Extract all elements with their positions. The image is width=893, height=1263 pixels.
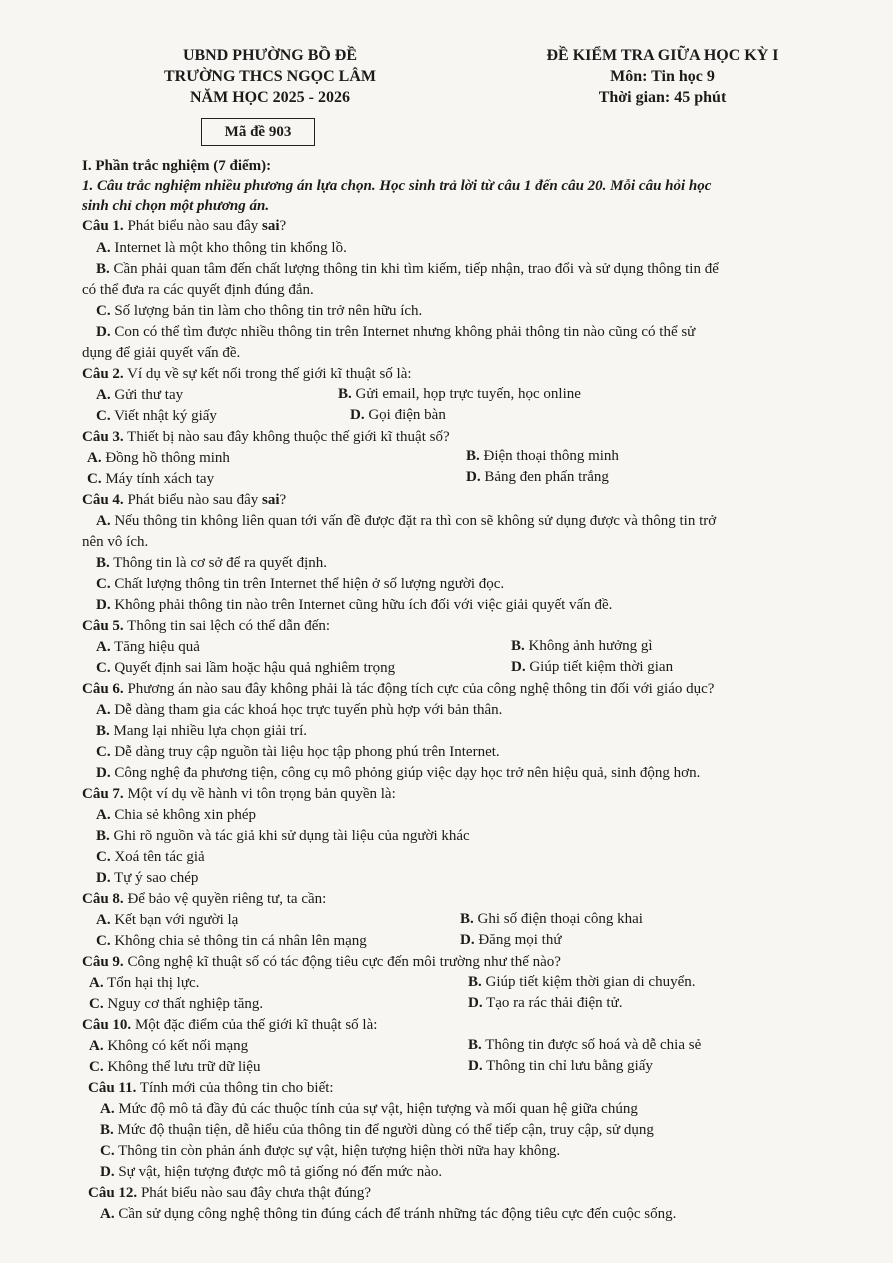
option-label: Câu 6. (82, 681, 124, 697)
section-title: I. Phần trắc nghiệm (7 điểm): (82, 158, 272, 174)
authority-name: UBND PHƯỜNG BỒ ĐỀ (182, 47, 358, 64)
text-fragment: Để bảo vệ quyền riêng tư, ta cần: (123, 891, 327, 907)
text-fragment: Thông tin còn phản ánh được sự vật, hiện tượng hiện thời nữa hay không. (114, 1143, 561, 1159)
text-fragment: ? (279, 492, 287, 508)
option-label: sai (262, 492, 280, 508)
option-label: Câu 2. (82, 366, 124, 382)
option (87, 469, 214, 489)
option-label: Câu 11. (88, 1080, 137, 1096)
text-fragment: Tổn hại thị lực. (103, 975, 200, 991)
option (100, 1099, 638, 1119)
option-label: Câu 7. (82, 786, 124, 802)
text-fragment: Quyết định sai lầm hoặc hậu quả nghiêm trọng (110, 660, 396, 676)
option (96, 910, 238, 930)
option (96, 238, 347, 258)
text-fragment: Tính mới của thông tin cho biết: (136, 1080, 334, 1096)
option-label: C. (89, 996, 104, 1012)
option-label: Câu 3. (82, 429, 124, 445)
text-fragment: Không phải thông tin nào trên Internet cũng hữu ích đối với việc giải quyết vấn đề. (110, 597, 613, 613)
option-label: C. (96, 933, 111, 949)
option (511, 657, 673, 677)
option-label: Câu 12. (88, 1185, 138, 1201)
option-label: C. (96, 576, 111, 592)
option (460, 909, 643, 929)
option (87, 448, 230, 468)
text-fragment: Không có kết nối mạng (103, 1038, 249, 1054)
option (96, 259, 719, 279)
option-label: sai (262, 218, 280, 234)
option (96, 511, 716, 531)
option (89, 1036, 248, 1056)
option-label: Câu 10. (82, 1017, 132, 1033)
option (89, 994, 263, 1014)
question-12 (88, 1183, 371, 1203)
text-fragment: Tạo ra rác thải điện tử. (482, 995, 623, 1011)
option-label: B. (468, 974, 482, 990)
option (96, 763, 700, 783)
option (96, 826, 470, 846)
option (460, 930, 561, 950)
option-label: Câu 4. (82, 492, 124, 508)
text-fragment: Công nghệ kĩ thuật số có tác động tiêu cực đến môi trường như thế nào? (123, 954, 561, 970)
option (96, 742, 500, 762)
option-label: D. (96, 597, 111, 613)
option-label: D. (460, 932, 475, 948)
option (466, 446, 619, 466)
option-label: Câu 1. (82, 218, 124, 234)
text-fragment: Mức độ mô tả đầy đủ các thuộc tính của sự vật, hiện tượng và mối quan hệ giữa chúng (114, 1101, 638, 1117)
school-name: TRƯỜNG THCS NGỌC LÂM (163, 68, 376, 85)
exam-subject: Môn: Tin học 9 (610, 68, 715, 85)
option (96, 574, 504, 594)
text-fragment: Chia sẻ không xin phép (110, 807, 256, 823)
text-fragment: Xoá tên tác giả (110, 849, 205, 865)
text-fragment: Gọi điện bàn (364, 407, 446, 423)
text-fragment: Giúp tiết kiệm thời gian di chuyển. (481, 974, 696, 990)
option (96, 637, 200, 657)
option-label: D. (466, 469, 481, 485)
option (96, 553, 327, 573)
option-label: B. (338, 386, 352, 402)
text-fragment: Dễ dàng truy cập nguồn tài liệu học tập phong phú trên Internet. (110, 744, 500, 760)
section-instruction-2: sinh chỉ chọn một phương án. (82, 198, 270, 214)
question-8 (82, 889, 326, 909)
option-label: D. (96, 870, 111, 886)
question-2 (82, 364, 412, 384)
option (96, 301, 422, 321)
text-fragment: Ghi số điện thoại công khai (473, 911, 643, 927)
text-fragment: Số lượng bản tin làm cho thông tin trở nên hữu ích. (110, 303, 423, 319)
option-label: Câu 8. (82, 891, 124, 907)
option (96, 595, 612, 615)
option (89, 1057, 260, 1077)
option (96, 847, 205, 867)
option-label: B. (96, 555, 110, 571)
text-fragment: ? (279, 218, 287, 234)
option-label: B. (96, 828, 110, 844)
option-label: Câu 9. (82, 954, 124, 970)
option-label: D. (468, 1058, 483, 1074)
option-label: A. (96, 702, 111, 718)
option-label: A. (100, 1206, 115, 1222)
option (338, 384, 581, 404)
option (96, 931, 367, 951)
text-fragment: Internet là một kho thông tin khổng lồ. (110, 240, 347, 256)
question-5 (82, 616, 330, 636)
question-11 (88, 1078, 334, 1098)
option-label: A. (89, 975, 104, 991)
question-6 (82, 679, 714, 699)
option-label: B. (511, 638, 525, 654)
option-label: A. (96, 912, 111, 928)
text-fragment: Gửi email, họp trực tuyến, học online (351, 386, 581, 402)
option-label: D. (350, 407, 365, 423)
text-fragment: Đăng mọi thứ (474, 932, 562, 948)
option-label: B. (468, 1037, 482, 1053)
option-label: C. (87, 471, 102, 487)
text-fragment: Cần phải quan tâm đến chất lượng thông tin khi tìm kiếm, tiếp nhận, trao đổi và sử dụng thông tin để (109, 261, 719, 277)
option (468, 972, 696, 992)
text-fragment: Thiết bị nào sau đây không thuộc thế giới kĩ thuật số? (123, 429, 450, 445)
option (468, 993, 622, 1013)
question-10 (82, 1015, 377, 1035)
text-fragment: Thông tin sai lệch có thể dẫn đến: (123, 618, 331, 634)
text-fragment: Phương án nào sau đây không phải là tác động tích cực của công nghệ thông tin đối với giáo dục? (123, 681, 715, 697)
option (100, 1162, 442, 1182)
text-fragment: Phát biểu nào sau đây chưa thật đúng? (137, 1185, 372, 1201)
text-fragment: Thông tin là cơ sở để ra quyết định. (109, 555, 327, 571)
text-fragment: Không ảnh hưởng gì (524, 638, 653, 654)
option (468, 1056, 653, 1076)
option-label: A. (100, 1101, 115, 1117)
text-fragment: Ví dụ về sự kết nối trong thế giới kĩ thuật số là: (123, 366, 412, 382)
option (96, 721, 307, 741)
text-fragment: Tăng hiệu quả (110, 639, 200, 655)
option (96, 322, 695, 342)
text-fragment: Dễ dàng tham gia các khoá học trực tuyến phù hợp với bản thân. (110, 702, 503, 718)
option (468, 1035, 701, 1055)
text-fragment: Tự ý sao chép (110, 870, 199, 886)
text-fragment: Sự vật, hiện tượng được mô tả giống nó đến mức nào. (114, 1164, 443, 1180)
option-label: D. (511, 659, 526, 675)
text-fragment: Mức độ thuận tiện, dễ hiểu của thông tin để người dùng có thể tiếp cận, truy cập, sử dụng (113, 1122, 654, 1138)
text-fragment: Thông tin được số hoá và dễ chia sẻ (481, 1037, 702, 1053)
option-label: B. (460, 911, 474, 927)
option (89, 973, 199, 993)
option-label: B. (96, 261, 110, 277)
text-fragment: Gửi thư tay (110, 387, 184, 403)
text-fragment: Cần sử dụng công nghệ thông tin đúng cách để tránh những tác động tiêu cực đến cuộc sống. (114, 1206, 677, 1222)
text-fragment: Ghi rõ nguồn và tác giả khi sử dụng tài liệu của người khác (109, 828, 470, 844)
exam-title: ĐỀ KIỂM TRA GIỮA HỌC KỲ I (546, 47, 779, 64)
question-3 (82, 427, 450, 447)
option (96, 700, 502, 720)
option-label: A. (89, 1038, 104, 1054)
school-year: NĂM HỌC 2025 - 2026 (190, 89, 350, 106)
text-fragment: Phát biểu nào sau đây (123, 218, 262, 234)
text-fragment: Một đặc điểm của thế giới kĩ thuật số là: (131, 1017, 378, 1033)
option (96, 658, 395, 678)
option-label: A. (96, 387, 111, 403)
option-label: D. (100, 1164, 115, 1180)
option-label: B. (466, 448, 480, 464)
option (96, 385, 183, 405)
option-label: A. (87, 450, 102, 466)
option-continued: có thể đưa ra các quyết định đúng đắn. (82, 282, 314, 298)
text-fragment: Giúp tiết kiệm thời gian (525, 659, 674, 675)
option-label: A. (96, 639, 111, 655)
option-label: C. (100, 1143, 115, 1159)
text-fragment: Nếu thông tin không liên quan tới vấn đề được đặt ra thì con sẽ không sử dụng được và thông tin trở (110, 513, 717, 529)
question-4 (82, 490, 286, 510)
text-fragment: Không thể lưu trữ dữ liệu (103, 1059, 261, 1075)
question-1 (82, 216, 286, 236)
text-fragment: Không chia sẻ thông tin cá nhân lên mạng (110, 933, 367, 949)
text-fragment: Viết nhật ký giấy (110, 408, 217, 424)
option-label: D. (468, 995, 483, 1011)
option-label: D. (96, 324, 111, 340)
section-instruction-1: 1. Câu trắc nghiệm nhiều phương án lựa chọn. Học sinh trả lời từ câu 1 đến câu 20. Mỗi câu hỏi học (82, 178, 712, 194)
text-fragment: Con có thể tìm được nhiều thông tin trên Internet nhưng không phải thông tin nào cũng có thể sử (110, 324, 696, 340)
text-fragment: Công nghệ đa phương tiện, công cụ mô phỏng giúp việc dạy học trở nên hiệu quả, sinh động hơn. (110, 765, 701, 781)
text-fragment: Thông tin chỉ lưu bằng giấy (482, 1058, 653, 1074)
option-continued: dụng để giải quyết vấn đề. (82, 345, 241, 361)
option-label: C. (96, 660, 111, 676)
option-continued: nên vô ích. (82, 534, 149, 550)
option (350, 405, 446, 425)
option (100, 1120, 654, 1140)
text-fragment: Điện thoại thông minh (479, 448, 619, 464)
option (100, 1204, 676, 1224)
exam-duration: Thời gian: 45 phút (598, 89, 727, 106)
question-9 (82, 952, 561, 972)
option-label: D. (96, 765, 111, 781)
option (466, 467, 609, 487)
text-fragment: Đồng hồ thông minh (101, 450, 230, 466)
option-label: A. (96, 807, 111, 823)
text-fragment: Bảng đen phấn trắng (480, 469, 609, 485)
option-label: C. (96, 303, 111, 319)
option (96, 406, 217, 426)
text-fragment: Nguy cơ thất nghiệp tăng. (103, 996, 264, 1012)
text-fragment: Chất lượng thông tin trên Internet thể hiện ở số lượng người đọc. (110, 576, 505, 592)
option (96, 805, 256, 825)
option-label: B. (96, 723, 110, 739)
option-label: Câu 5. (82, 618, 124, 634)
option-label: A. (96, 513, 111, 529)
question-7 (82, 784, 396, 804)
option (96, 868, 198, 888)
option-label: C. (96, 849, 111, 865)
option-label: C. (96, 744, 111, 760)
text-fragment: Phát biểu nào sau đây (123, 492, 262, 508)
option-label: C. (89, 1059, 104, 1075)
text-fragment: Mang lại nhiều lựa chọn giải trí. (109, 723, 308, 739)
text-fragment: Máy tính xách tay (101, 471, 215, 487)
text-fragment: Kết bạn với người lạ (110, 912, 239, 928)
option-label: A. (96, 240, 111, 256)
text-fragment: Một ví dụ về hành vi tôn trọng bản quyền là: (123, 786, 396, 802)
option-label: B. (100, 1122, 114, 1138)
option (100, 1141, 560, 1161)
option-label: C. (96, 408, 111, 424)
exam-code-box: Mã đề 903 (201, 118, 315, 146)
option (511, 636, 653, 656)
